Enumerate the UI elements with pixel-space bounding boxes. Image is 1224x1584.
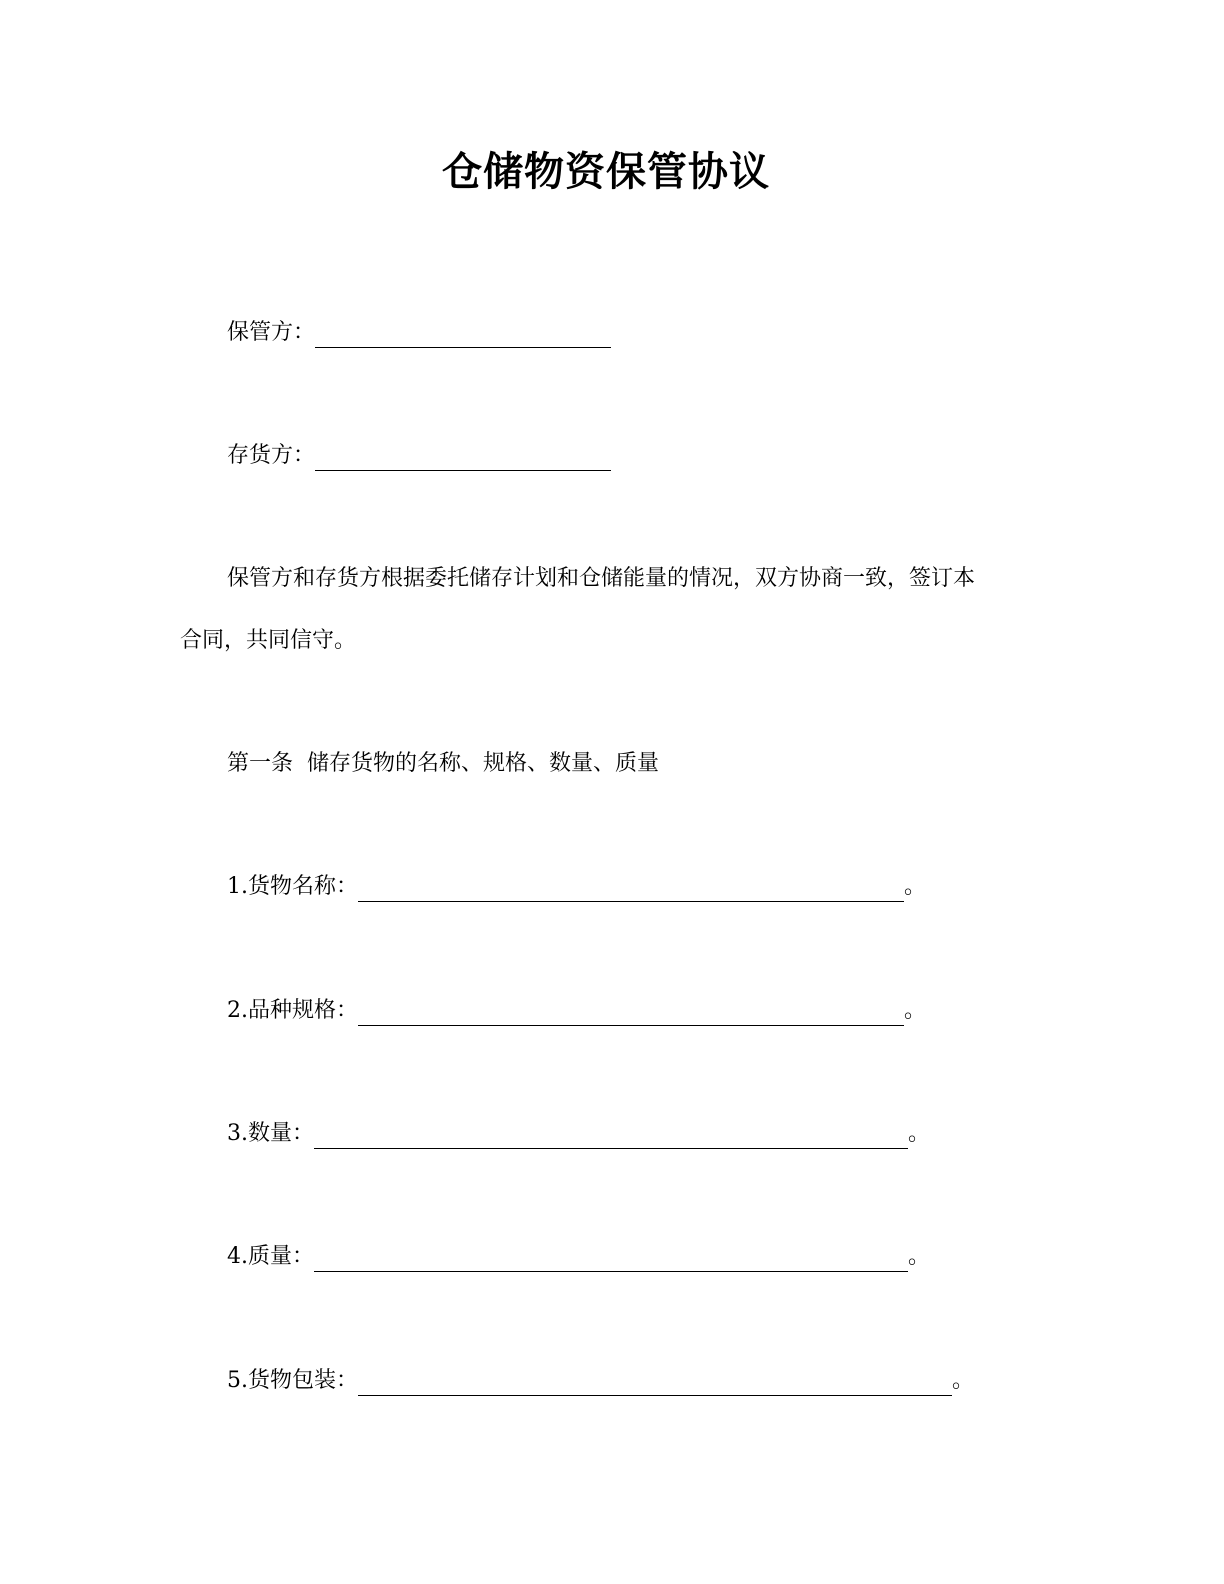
document-title: 仓储物资保管协议 [442,149,770,195]
item-label-quality: 4.质量： [227,1244,314,1269]
item-row-packaging [227,1366,974,1396]
intro-line-2: 合同，共同信守。 [180,628,357,653]
intro-paragraph [180,548,1040,672]
item-tail-quantity: 。 [908,1121,931,1146]
intro-line-1: 保管方和存货方根据委托储存计划和仓储能量的情况，双方协商一致，签订本 [227,566,976,591]
article1-heading: 第一条 储存货物的名称、规格、数量、质量 [227,751,659,776]
item-row-goods-name [227,872,926,902]
custodian-row [227,318,611,348]
item-blank-quantity[interactable] [314,1122,908,1149]
depositor-blank[interactable] [315,444,611,471]
item-tail-goods-name: 。 [904,874,927,899]
item-blank-packaging[interactable] [358,1369,952,1396]
item-label-specification: 2.品种规格： [227,998,358,1023]
depositor-label: 存货方： [227,443,316,468]
item-tail-quality: 。 [908,1244,931,1269]
item-tail-specification: 。 [904,998,927,1023]
item-label-quantity: 3.数量： [227,1121,314,1146]
item-row-quality [227,1242,930,1272]
custodian-blank[interactable] [315,321,611,348]
item-tail-packaging: 。 [952,1368,975,1393]
item-row-specification [227,996,926,1026]
item-label-packaging: 5.货物包装： [227,1368,358,1393]
item-blank-quality[interactable] [314,1245,908,1272]
depositor-row [227,441,611,471]
item-label-goods-name: 1.货物名称： [227,874,358,899]
item-blank-goods-name[interactable] [358,875,904,902]
article1-heading-row [227,749,659,779]
item-blank-specification[interactable] [358,999,904,1026]
item-row-quantity [227,1119,930,1149]
custodian-label: 保管方： [227,320,316,345]
